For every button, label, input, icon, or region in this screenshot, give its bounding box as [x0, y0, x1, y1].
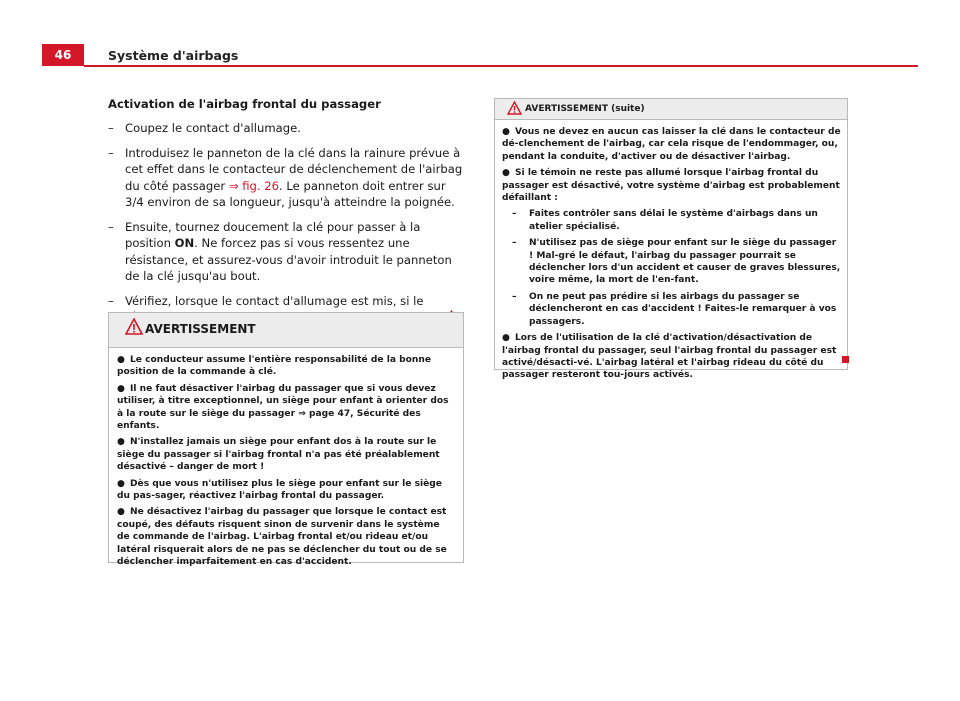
- warning-body: [109, 348, 463, 569]
- sub-list: [502, 208, 841, 328]
- dash: –: [512, 291, 517, 302]
- step-1: [108, 120, 464, 137]
- warning-text: Il ne faut désactiver l'airbag du passager que si vous devez utiliser, à titre exceptionnel, un siège pour enfant à orienter dos à la route sur le siège du passager ⇒ page 47, Sécurité des enfants.: [117, 383, 449, 432]
- warning-continued-box: [494, 98, 848, 381]
- dash: –: [512, 209, 517, 220]
- dash: –: [108, 145, 114, 160]
- bullet-dot: ●: [117, 507, 125, 518]
- on-position: ON: [174, 236, 195, 250]
- step-2: [108, 145, 464, 211]
- warning-bullet: [117, 383, 455, 433]
- warning-continued-title: AVERTISSEMENT (suite): [525, 104, 645, 114]
- warning-continued-body: [495, 120, 847, 382]
- section-end-marker: [842, 356, 849, 363]
- section-title: Activation de l'airbag frontal du passager: [108, 97, 381, 111]
- dash: –: [108, 121, 114, 135]
- bullet-dot: ●: [117, 478, 125, 489]
- step-text: Coupez le contact d'allumage.: [125, 121, 301, 135]
- dash: –: [108, 293, 114, 308]
- step-text: Vérifiez, lorsque le contact d'allumage est mis, si le: [125, 293, 424, 308]
- warning-bullet: [117, 506, 455, 568]
- bullet-dot: ●: [502, 333, 510, 344]
- bullet-dot: ●: [502, 127, 510, 137]
- header-rule: [84, 65, 918, 67]
- warning-text: N'installez jamais un siège pour enfant dos à la route sur le siège du passager si l'airbag frontal n'a pas été préalablement désactivé – danger de mort !: [117, 437, 440, 473]
- sub-item: [512, 208, 841, 233]
- page-number: 46: [42, 44, 84, 66]
- page-title: Système d'airbags: [108, 48, 239, 63]
- dash: –: [512, 238, 517, 249]
- fig-26-link[interactable]: ⇒ fig. 26: [228, 178, 280, 193]
- bullet-dot: ●: [117, 383, 125, 394]
- bullet-dot: ●: [502, 168, 510, 179]
- warning-bullet: [502, 332, 841, 382]
- warning-bullet: [117, 354, 455, 379]
- step-text: . Le panneton doit entrer sur 3/4 environ de sa longueur, jusqu'à atteindre la poignée.: [125, 178, 455, 209]
- bullet-dot: ●: [117, 355, 125, 365]
- warning-box: [108, 312, 464, 568]
- warning-text: Vous ne devez en aucun cas laisser la clé dans le contacteur de dé-clenchement de l'airbag, car cela risque de l'endommager, ou, pendant la conduite, d'activer ou de désactiver l'airbag.: [502, 127, 841, 162]
- step-3: [108, 219, 464, 285]
- warning-continued-header: [495, 99, 847, 120]
- warning-text: Dès que vous n'utilisez plus le siège pour enfant sur le siège du pas-sager, réactivez l'airbag frontal du passager.: [117, 478, 442, 502]
- warning-bullet: [502, 126, 841, 163]
- sub-text: Faites contrôler sans délai le système d'airbags dans un atelier spécialisé.: [529, 209, 818, 232]
- warning-text: Si le témoin ne reste pas allumé lorsque l'airbag frontal du passager est désactivé, votre système d'airbag est probablement défaillant :: [502, 168, 840, 204]
- warning-bullet: [117, 436, 455, 473]
- warning-text: Ne désactivez l'airbag du passager que lorsque le contact est coupé, des défauts risquent sinon de survenir dans le système de commande de l'airbag. L'airbag frontal et/ou rideau et/ou latéral risquerait alors de ne pas se déclencher du tout ou de se déclencher imparfaitement en cas d'accident.: [117, 507, 447, 568]
- warning-text: Le conducteur assume l'entière responsabilité de la bonne position de la commande à clé.: [117, 355, 432, 378]
- left-column: [108, 97, 464, 334]
- warning-header: [109, 313, 463, 348]
- bullet-dot: ●: [117, 437, 125, 448]
- sub-text: On ne peut pas prédire si les airbags du passager se déclencheront en cas d'accident ! Faites-le remarquer à vos passagers.: [529, 291, 837, 327]
- warning-bullet: [117, 478, 455, 503]
- warning-triangle-icon: [125, 318, 143, 335]
- warning-triangle-icon: [507, 101, 522, 115]
- warning-bullet: [502, 167, 841, 204]
- step-text: Ensuite, tournez doucement la clé pour passer à la position: [125, 219, 421, 250]
- sub-item: [512, 237, 841, 287]
- warning-text: Lors de l'utilisation de la clé d'activation/désactivation de l'airbag frontal du passager, seul l'airbag frontal du passager est activé/désacti-vé. L'airbag latéral et l'airbag rideau du côté du passager resteront tou-jours activés.: [502, 333, 837, 381]
- sub-text: N'utilisez pas de siège pour enfant sur le siège du passager ! Mal-gré le défaut, l'airbag du passager pourrait se déclencher lors d'un accident et causer de graves blessures, voire même, la mort de l'en-fant.: [529, 238, 841, 286]
- dash: –: [108, 219, 114, 234]
- warning-title: AVERTISSEMENT: [145, 322, 256, 336]
- step-text: Introduisez le panneton de la clé dans la rainure prévue à cet effet dans le contacteur de déclenchement de l'airbag du côté passager: [125, 145, 463, 193]
- sub-item: [512, 291, 841, 328]
- step-text: . Ne forcez pas si vous ressentez une résistance, et assurez-vous d'avoir introduit le panneton de la clé jusqu'au bout.: [125, 236, 452, 283]
